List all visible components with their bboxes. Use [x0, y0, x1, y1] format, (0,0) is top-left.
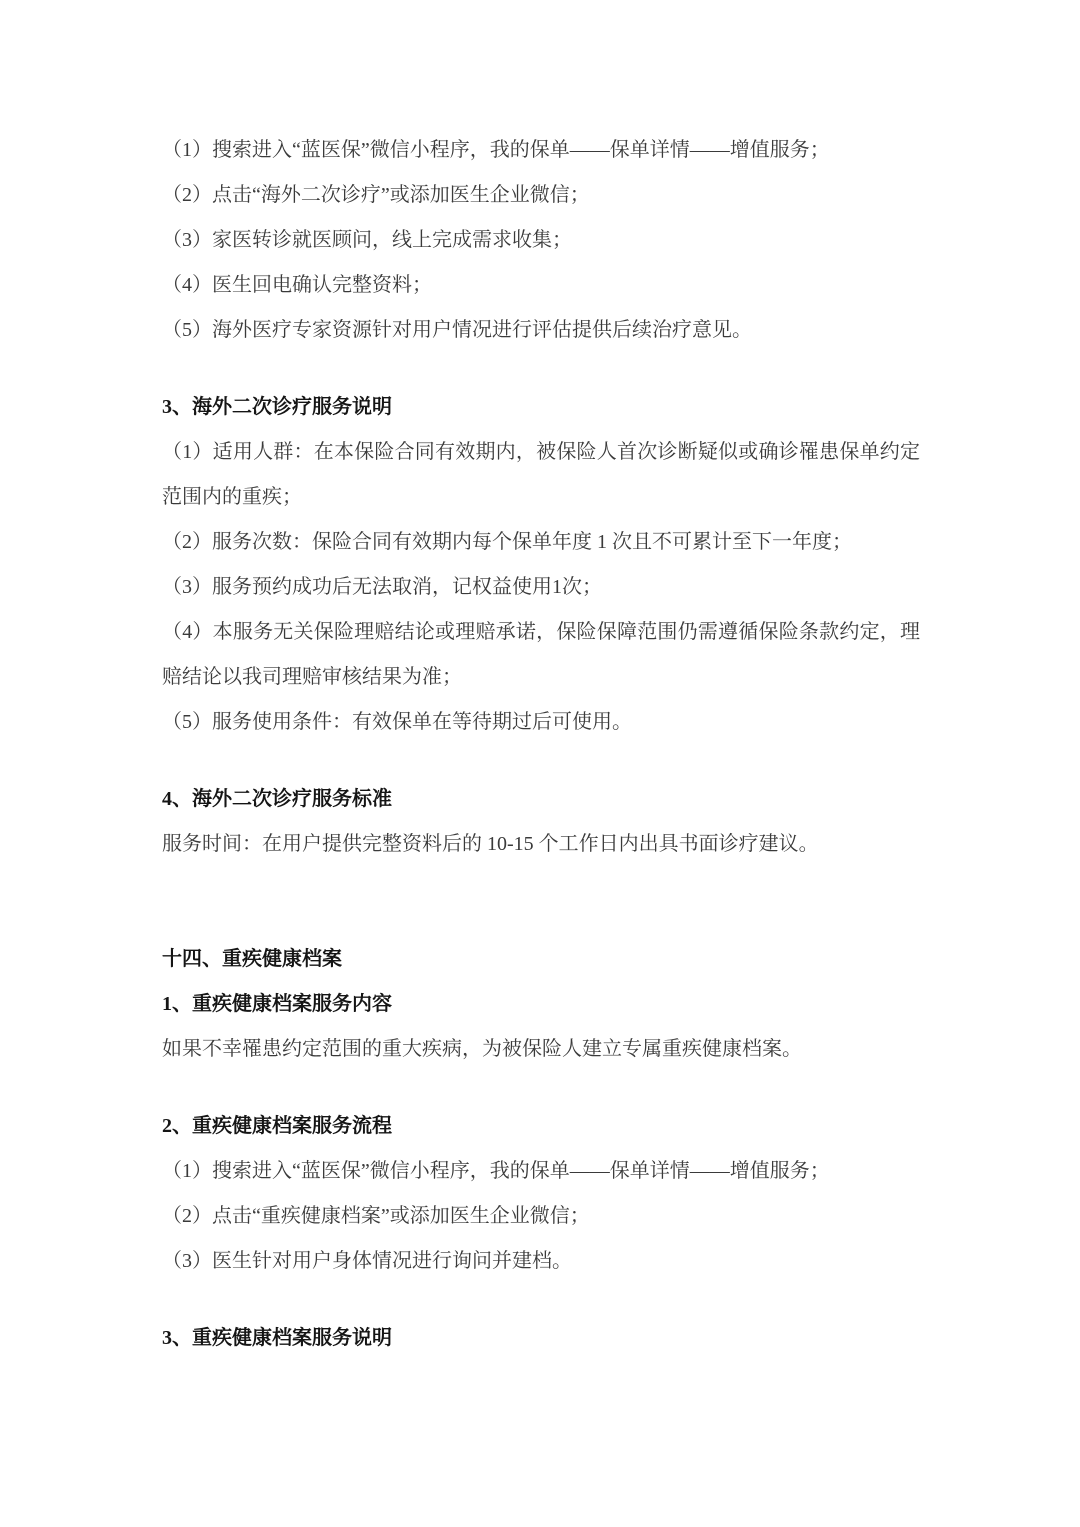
- section-heading-overseas-notes: 3、海外二次诊疗服务说明: [162, 396, 392, 418]
- list-item: （1）搜索进入“蓝医保”微信小程序，我的保单——保单详情——增值服务；: [162, 1160, 830, 1182]
- paragraph: 服务时间：在用户提供完整资料后的 10-15 个工作日内出具书面诊疗建议。: [162, 833, 819, 855]
- list-item: （2）点击“海外二次诊疗”或添加医生企业微信；: [162, 184, 590, 206]
- list-item: （5）海外医疗专家资源针对用户情况进行评估提供后续治疗意见。: [162, 319, 752, 341]
- list-item: （3）服务预约成功后无法取消，记权益使用1次；: [162, 576, 602, 598]
- paragraph: 如果不幸罹患约定范围的重大疾病，为被保险人建立专属重疾健康档案。: [162, 1038, 802, 1060]
- section-heading-health-record-content: 1、重疾健康档案服务内容: [162, 993, 392, 1015]
- section-heading-overseas-standard: 4、海外二次诊疗服务标准: [162, 788, 392, 810]
- list-item: （4）医生回电确认完整资料；: [162, 274, 432, 296]
- list-item: （2）服务次数：保险合同有效期内每个保单年度 1 次且不可累计至下一年度；: [162, 531, 852, 553]
- list-item: （2）点击“重疾健康档案”或添加医生企业微信；: [162, 1205, 590, 1227]
- list-item: （1）适用人群：在本保险合同有效期内，被保险人首次诊断疑似或确诊罹患保单约定范围内的重疾；: [162, 441, 920, 508]
- list-item: （3）家医转诊就医顾问，线上完成需求收集；: [162, 229, 572, 251]
- list-item: （1）搜索进入“蓝医保”微信小程序，我的保单——保单详情——增值服务；: [162, 139, 830, 161]
- document-content: [162, 128, 920, 1361]
- section-heading-health-record-process: 2、重疾健康档案服务流程: [162, 1115, 392, 1137]
- list-item: （3）医生针对用户身体情况进行询问并建档。: [162, 1250, 572, 1272]
- section-heading-health-record-notes: 3、重疾健康档案服务说明: [162, 1327, 392, 1349]
- list-item: （5）服务使用条件：有效保单在等待期过后可使用。: [162, 711, 632, 733]
- chapter-heading-section14: 十四、重疾健康档案: [162, 948, 342, 970]
- list-item: （4）本服务无关保险理赔结论或理赔承诺，保险保障范围仍需遵循保险条款约定，理赔结论以我司理赔审核结果为准；: [162, 621, 920, 688]
